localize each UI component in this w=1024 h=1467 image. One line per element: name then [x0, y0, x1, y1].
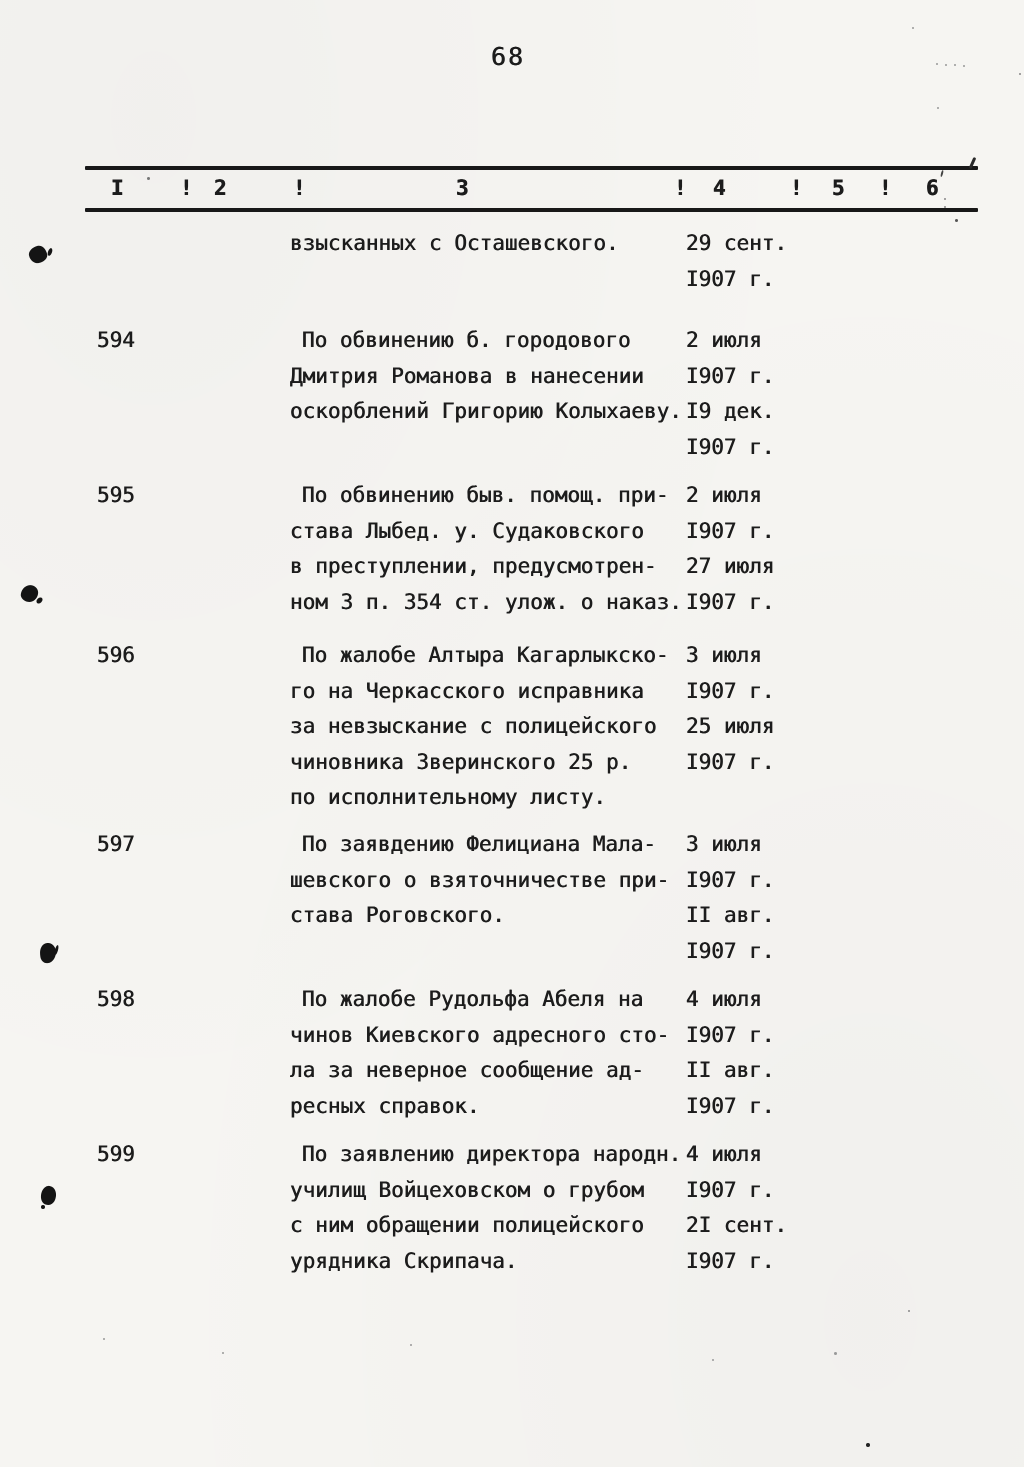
case-date-line: 29 сент. — [686, 231, 788, 255]
entry-row — [0, 1053, 1024, 1089]
entry-row — [0, 478, 1024, 514]
case-date-line: 27 июля — [686, 554, 775, 579]
case-date-line: 2 июля — [686, 483, 762, 507]
entry — [0, 827, 1024, 969]
entry — [0, 478, 1024, 620]
scan-speck — [103, 1338, 105, 1340]
case-description-line: урядника Скрипача. — [290, 1248, 518, 1273]
header-rule-bottom — [85, 208, 978, 212]
ink-blot-tail — [41, 1205, 45, 1209]
case-description-line: Дмитрия Романова в нанесении — [290, 363, 645, 388]
entry-row — [0, 745, 1024, 781]
header-rule-top — [85, 166, 978, 170]
entry-number: 596 — [97, 643, 135, 667]
entry — [0, 323, 1024, 465]
entry — [0, 226, 1024, 297]
entry-row — [0, 709, 1024, 745]
case-description-line: ресных справок. — [290, 1093, 480, 1118]
page-number: 68 — [491, 42, 526, 71]
scan-speck — [1019, 73, 1021, 75]
entry-row — [0, 1137, 1024, 1173]
case-description-line: По жалобе Алтыра Кагарлыкско- — [302, 643, 669, 667]
case-date-line: 4 июля — [686, 987, 762, 1011]
case-date-line: I907 г. — [686, 363, 775, 388]
scan-speck — [410, 1344, 412, 1346]
entry-row — [0, 898, 1024, 934]
case-date-line: 2 июля — [686, 328, 762, 352]
case-date-line: 4 июля — [686, 1142, 762, 1166]
case-date-line: I907 г. — [686, 1022, 775, 1047]
case-description-line: По заявдению Фелициана Мала- — [302, 832, 657, 856]
entry-number: 595 — [97, 483, 135, 507]
case-date-line: I907 г. — [686, 518, 775, 543]
case-description-line: чинов Киевского адресного сто- — [290, 1022, 670, 1047]
header-cell-I: I — [111, 176, 124, 200]
case-date-line: I9 дек. — [686, 399, 775, 424]
case-description-line: го на Черкасского исправника — [290, 678, 645, 703]
case-date-line: I907 г. — [686, 266, 775, 291]
entry-row — [0, 1089, 1024, 1125]
entry — [0, 982, 1024, 1124]
entry-row — [0, 430, 1024, 466]
entry — [0, 1137, 1024, 1279]
column-separator: ! — [674, 176, 687, 200]
entry-row — [0, 514, 1024, 550]
entry-row — [0, 262, 1024, 298]
case-date-line: I907 г. — [686, 1248, 775, 1273]
scan-speck — [222, 1352, 224, 1354]
column-separator: ! — [790, 176, 803, 200]
scan-speck — [945, 64, 947, 66]
entry-row — [0, 1244, 1024, 1280]
case-description-line: взысканных с Осташевского. — [290, 231, 619, 255]
case-date-line: I907 г. — [686, 938, 775, 963]
entry-row — [0, 674, 1024, 710]
case-description-line: По обвинению б. городового — [302, 328, 631, 352]
scan-speck — [954, 64, 956, 66]
case-date-line: I907 г. — [686, 434, 775, 459]
scan-speck — [912, 27, 914, 29]
entry-number: 597 — [97, 832, 135, 856]
case-description-line: става Роговского. — [290, 903, 505, 928]
case-date-line: I907 г. — [686, 1177, 775, 1202]
entry-row — [0, 982, 1024, 1018]
scan-speck — [908, 1310, 910, 1312]
scan-speck — [834, 1352, 837, 1355]
case-description-line: в преступлении, предусмотрен- — [290, 554, 657, 579]
entry-row — [0, 359, 1024, 395]
scan-speck — [936, 63, 938, 65]
column-separator: ! — [879, 176, 892, 200]
entry-row — [0, 1173, 1024, 1209]
column-separator: ! — [293, 176, 306, 200]
entry-row — [0, 863, 1024, 899]
case-description-line: По жалобе Рудольфа Абеля на — [302, 987, 644, 1011]
entry-number: 599 — [97, 1142, 135, 1166]
header-cell-2: 2 — [214, 176, 227, 200]
header-cell-6: 6 — [926, 176, 939, 200]
scan-speck — [712, 1359, 714, 1361]
case-date-line: 2I сент. — [686, 1213, 788, 1238]
scan-speck — [937, 107, 939, 109]
case-date-line: 25 июля — [686, 714, 775, 739]
entry-row — [0, 226, 1024, 262]
scan-speck — [147, 177, 150, 180]
entry-row — [0, 934, 1024, 970]
entry-row — [0, 323, 1024, 359]
case-description-line: шевского о взяточничестве при- — [290, 867, 670, 892]
scan-speck — [963, 65, 965, 67]
entry-number: 594 — [97, 328, 135, 352]
case-description-line: ном 3 п. 354 ст. улож. о наказ. — [290, 589, 682, 614]
entry-row — [0, 394, 1024, 430]
case-date-line: II авг. — [686, 1058, 775, 1083]
entry-row — [0, 585, 1024, 621]
entry-number: 598 — [97, 987, 135, 1011]
case-description-line: става Лыбед. у. Судаковского — [290, 518, 645, 543]
case-date-line: II авг. — [686, 903, 775, 928]
case-description-line: оскорблений Григорию Колыхаеву. — [290, 399, 682, 424]
case-description-line: с ним обращении полицейского — [290, 1213, 645, 1238]
case-description-line: По заявлению директора народн. — [302, 1142, 682, 1166]
case-date-line: I907 г. — [686, 749, 775, 774]
case-description-line: ла за неверное сообщение ад- — [290, 1058, 645, 1083]
scan-speck — [944, 198, 946, 200]
case-date-line: I907 г. — [686, 589, 775, 614]
header-cell-5: 5 — [832, 176, 845, 200]
case-date-line: I907 г. — [686, 678, 775, 703]
case-date-line: 3 июля — [686, 832, 762, 856]
header-cell-3: 3 — [456, 176, 469, 200]
column-separator: ! — [180, 176, 193, 200]
case-date-line: I907 г. — [686, 867, 775, 892]
header-cell-4: 4 — [713, 176, 726, 200]
scan-speck — [940, 170, 944, 177]
entry — [0, 638, 1024, 816]
scan-speck — [866, 1443, 870, 1447]
case-description-line: чиновника Зверинского 25 р. — [290, 749, 632, 774]
case-description-line: По обвинению быв. помощ. при- — [302, 483, 669, 507]
entry-row — [0, 827, 1024, 863]
entry-row — [0, 638, 1024, 674]
entry-row — [0, 1018, 1024, 1054]
scan-speck — [955, 219, 958, 222]
entry-row — [0, 780, 1024, 816]
entry-row — [0, 1208, 1024, 1244]
scan-speck — [944, 206, 946, 208]
case-date-line: 3 июля — [686, 643, 762, 667]
entry-row — [0, 549, 1024, 585]
case-date-line: I907 г. — [686, 1093, 775, 1118]
case-description-line: за невзыскание с полицейского — [290, 714, 657, 739]
case-description-line: по исполнительному листу. — [290, 785, 607, 810]
case-description-line: училищ Войцеховском о грубом — [290, 1177, 645, 1202]
